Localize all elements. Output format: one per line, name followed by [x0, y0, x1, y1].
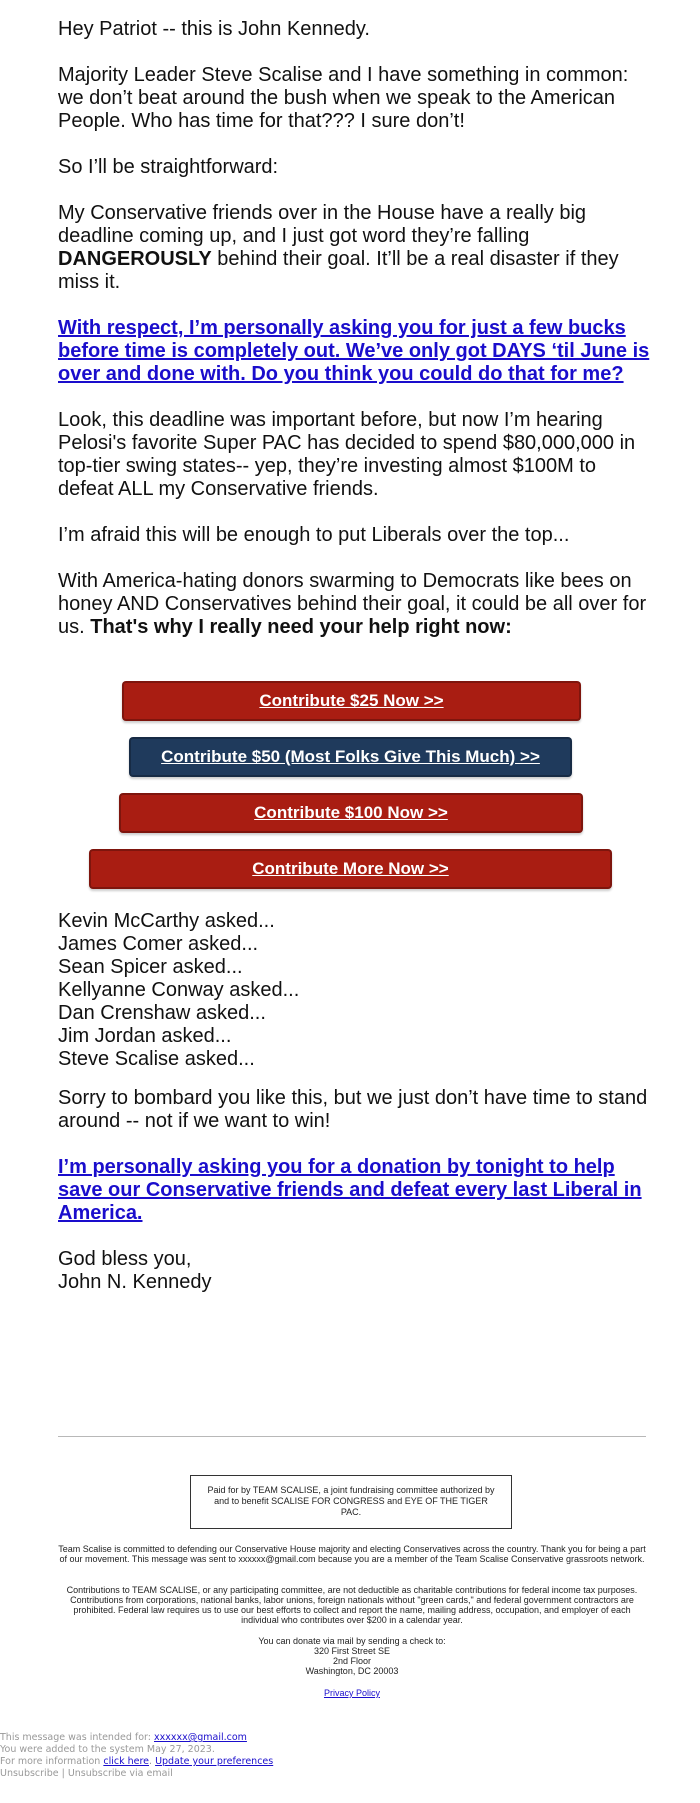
names-list	[58, 910, 299, 1071]
mailing-address	[58, 1636, 646, 1676]
address-line-2: 2nd Floor	[332, 1656, 372, 1666]
update-preferences-link[interactable]: Update your preferences	[155, 1756, 274, 1767]
contribute-50-button[interactable]: Contribute $50 (Most Folks Give This Much) >>	[129, 737, 572, 777]
added-date-line: You were added to the system May 27, 2023.	[0, 1744, 215, 1755]
unsubscribe-email-link[interactable]: Unsubscribe via email	[67, 1768, 173, 1779]
help-emphasis: That's why I really need your help right now:	[90, 616, 512, 638]
donation-link-paragraph	[58, 317, 650, 386]
signature	[58, 1248, 650, 1294]
address-line-1: 320 First Street SE	[313, 1646, 391, 1656]
list-item: Dan Crenshaw asked...	[58, 1002, 266, 1024]
donation-link-2[interactable]: I’m personally asking you for a donation by tonight to help save our Conservative friends and defeat every last Liberal in America.	[58, 1156, 642, 1224]
list-item: James Comer asked...	[58, 933, 259, 955]
paragraph-intro: Majority Leader Steve Scalise and I have something in common: we don’t beat around the bush when we speak to the American People. Who has time for that??? I sure don’t!	[58, 64, 629, 132]
deadline-text-start: My Conservative friends over in the House have a really big deadline coming up, and I just got word they’re falling	[58, 202, 587, 247]
list-item: Sean Spicer asked...	[58, 956, 243, 978]
separator: |	[58, 1768, 68, 1779]
list-item: Jim Jordan asked...	[58, 1025, 232, 1047]
more-info-label: For more information	[0, 1756, 104, 1767]
signoff-line: God bless you,	[58, 1248, 192, 1270]
list-item: Kevin McCarthy asked...	[58, 910, 275, 932]
greeting: Hey Patriot -- this is John Kennedy.	[58, 18, 370, 40]
intended-for-line	[0, 1732, 273, 1744]
privacy-policy-link[interactable]: Privacy Policy	[323, 1688, 380, 1698]
period: .	[149, 1756, 153, 1767]
email-closing	[58, 1087, 650, 1317]
intended-label: This message was intended for:	[0, 1732, 154, 1743]
contribute-100-button[interactable]: Contribute $100 Now >>	[119, 793, 583, 833]
paragraph-liberals: I’m afraid this will be enough to put Liberals over the top...	[58, 524, 570, 546]
signer-name: John N. Kennedy	[58, 1271, 212, 1293]
address-line-3: Washington, DC 20003	[305, 1666, 399, 1676]
email-footer	[0, 1732, 273, 1780]
paid-for-disclaimer: Paid for by TEAM SCALISE, a joint fundraising committee authorized by and to benefit SCALISE FOR CONGRESS and EYE OF THE TIGER PAC.	[190, 1475, 512, 1529]
list-item: Kellyanne Conway asked...	[58, 979, 300, 1001]
commitment-notice: Team Scalise is committed to defending our Conservative House majority and electing Conservatives across the country. Thank you for being a part of our movement. This message was sent to xxxxxx@gmail.com because you are a member of the Team Scalise Conservative grassroots network.	[58, 1544, 646, 1564]
paragraph-super-pac: Look, this deadline was important before, but now I’m hearing Pelosi's favorite Super PAC has decided to spend $80,000,000 in top-tier swing states-- yep, they’re investing almost $100M to defeat ALL my Conservative friends.	[58, 409, 636, 500]
deadline-text-end: behind their goal. It’ll be a real disaster if they miss it.	[58, 248, 619, 293]
unsubscribe-line	[0, 1768, 273, 1780]
email-body	[58, 18, 650, 662]
dangerously-emphasis: DANGEROUSLY	[58, 248, 212, 270]
privacy-policy-row	[58, 1688, 646, 1698]
paragraph-deadline	[58, 202, 650, 294]
donation-link-1[interactable]: With respect, I’m personally asking you for just a few bucks before time is completely out. We’ve only got DAYS ‘til June is over and done with. Do you think you could do that for me?	[58, 317, 650, 385]
help-text: With America-hating donors swarming to Democrats like bees on honey AND Conservatives behind their goal, it could be all over for us.	[58, 570, 647, 638]
paragraph-help	[58, 570, 650, 639]
paragraph-bombard: Sorry to bombard you like this, but we just don’t have time to stand around -- not if we want to win!	[58, 1087, 648, 1132]
divider	[58, 1436, 646, 1437]
donation-link-paragraph-2	[58, 1156, 650, 1225]
mail-intro: You can donate via mail by sending a check to:	[258, 1636, 446, 1646]
contribute-more-button[interactable]: Contribute More Now >>	[89, 849, 612, 889]
list-item: Steve Scalise asked...	[58, 1048, 255, 1070]
contribute-25-button[interactable]: Contribute $25 Now >>	[122, 681, 581, 721]
contribution-disclaimer: Contributions to TEAM SCALISE, or any participating committee, are not deductible as charitable contributions for federal income tax purposes. Contributions from corporations, national banks, labor unions, foreign nationals without "green cards," and federal government contractors are prohibited. Federal law requires us to use our best efforts to collect and report the name, mailing address, occupation, and employer of each individual who contributes over $200 in a calendar year.	[66, 1585, 638, 1625]
paragraph-straightforward: So I’ll be straightforward:	[58, 156, 279, 178]
recipient-email-link[interactable]: xxxxxx@gmail.com	[154, 1732, 247, 1743]
unsubscribe-link[interactable]: Unsubscribe	[0, 1768, 59, 1779]
more-info-line	[0, 1756, 273, 1768]
click-here-link[interactable]: click here	[103, 1756, 149, 1767]
